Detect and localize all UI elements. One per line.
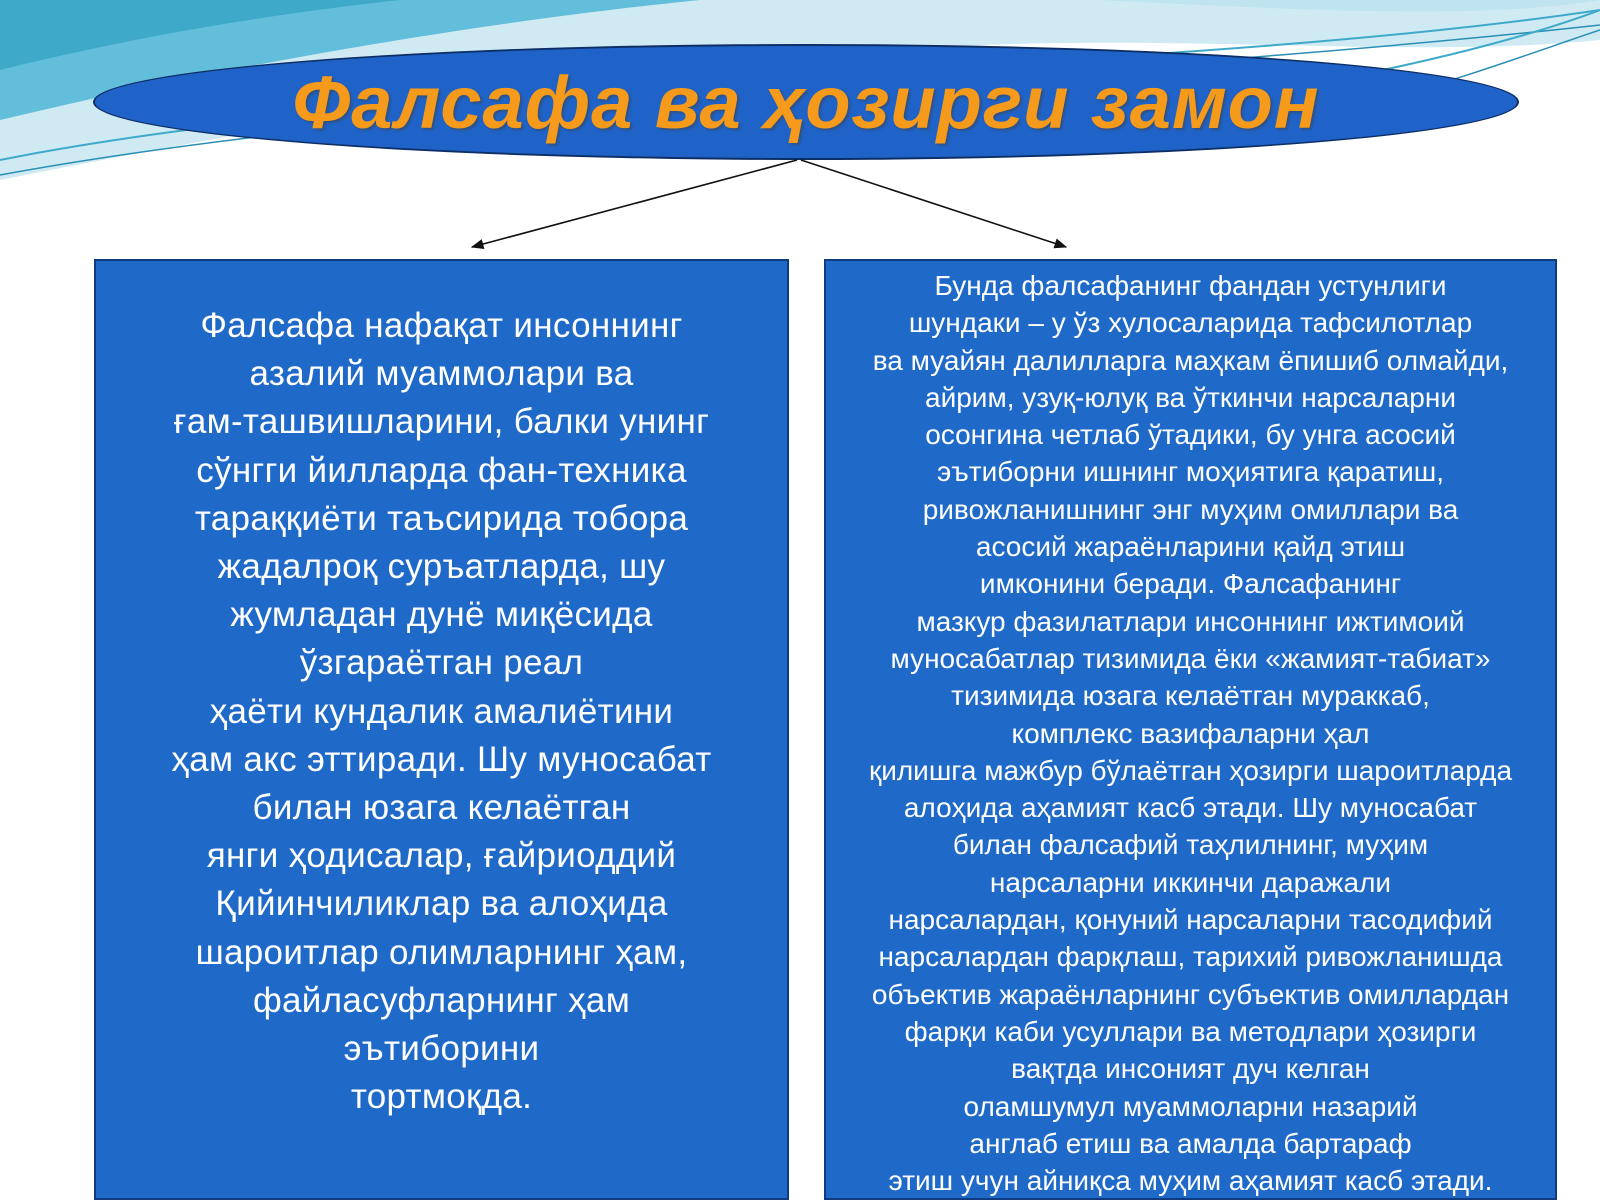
- text-line: Қийинчиликлар ва алоҳида: [215, 884, 668, 924]
- left-panel-text: [96, 261, 787, 1121]
- text-line: Фалсафа нафақат инсоннинг: [200, 306, 683, 345]
- text-line: ўзгараётган реал: [299, 643, 584, 683]
- text-line: эътиборини: [343, 1029, 540, 1069]
- text-line: азалий муаммолари ва: [249, 354, 634, 394]
- text-line: тараққиёти таъсирида тобора: [194, 498, 689, 538]
- text-line: тизимида юзага келаётган мураккаб,: [951, 680, 1430, 712]
- right-panel-text: [826, 261, 1555, 1199]
- text-line: шароитлар олимларнинг ҳам,: [195, 932, 688, 972]
- text-line: қилишга мажбур бўлаётган ҳозирги шароитларда: [868, 754, 1513, 786]
- text-line: англаб етиш ва амалда бартараф: [969, 1127, 1412, 1159]
- text-line: шундаки – у ўз хулосаларида тафсилотлар: [908, 307, 1473, 339]
- text-line: жадалроқ суръатларда, шу: [217, 547, 666, 587]
- text-line: ҳам акс эттиради. Шу муносабат: [171, 739, 712, 779]
- text-line: ва муайян далилларга маҳкам ёпишиб олмайди,: [872, 344, 1509, 376]
- text-line: янги ҳодисалар, ғайриоддий: [206, 836, 677, 876]
- text-line: асосий жараёнларини қайд этиш: [975, 531, 1406, 563]
- text-line: этиш учун айниқса муҳим аҳамият касб этади.: [888, 1165, 1493, 1197]
- text-line: эътиборни ишнинг моҳиятига қаратиш,: [936, 456, 1445, 488]
- text-line: имконини беради. Фалсафанинг: [979, 568, 1402, 600]
- text-line: алоҳида аҳамият касб этади. Шу муносабат: [903, 792, 1478, 824]
- text-line: ҳаёти кундалик амалиётини: [209, 691, 674, 731]
- text-line: нарсалардан фарқлаш, тарихий ривожланишда: [878, 941, 1503, 973]
- text-line: тортмоқда.: [350, 1077, 533, 1117]
- text-line: нарсалардан, қонуний нарсаларни тасодифий: [888, 904, 1493, 936]
- right-text-panel: [824, 259, 1557, 1200]
- text-line: комплекс вазифаларни ҳал: [1011, 717, 1370, 749]
- text-line: объектив жараёнларнинг субъектив омиллардан: [871, 978, 1510, 1010]
- text-line: муносабатлар тизимида ёки «жамият-табиат»: [890, 642, 1491, 674]
- slide-title: Фалсафа ва ҳозирги замон: [292, 60, 1320, 144]
- text-line: вақтда инсоният дуч келган: [1011, 1053, 1370, 1085]
- text-line: ривожланишнинг энг муҳим омиллари ва: [922, 493, 1459, 525]
- text-line: файласуфларнинг ҳам: [252, 980, 631, 1020]
- text-line: сўнгги йилларда фан-техника: [196, 450, 687, 490]
- text-line: билан юзага келаётган: [252, 788, 631, 828]
- text-line: мазкур фазилатлари инсоннинг ижтимоий: [916, 605, 1465, 637]
- text-line: ғам-ташвишларини, балки унинг: [173, 402, 710, 442]
- left-text-panel: [94, 259, 789, 1200]
- text-line: оламшумул муаммоларни назарий: [963, 1090, 1418, 1122]
- text-line: билан фалсафий таҳлилнинг, муҳим: [952, 829, 1429, 861]
- text-line: жумладан дунё миқёсида: [230, 595, 653, 635]
- text-line: осонгина четлаб ўтадики, бу унга асосий: [925, 419, 1456, 451]
- text-line: Бунда фалсафанинг фандан устунлиги: [934, 270, 1447, 301]
- text-line: айрим, узуқ-юлуқ ва ўткинчи нарсаларни: [925, 381, 1456, 413]
- text-line: фарқи каби усуллари ва методлари ҳозирги: [904, 1015, 1477, 1047]
- text-line: нарсаларни иккинчи даражали: [989, 866, 1392, 898]
